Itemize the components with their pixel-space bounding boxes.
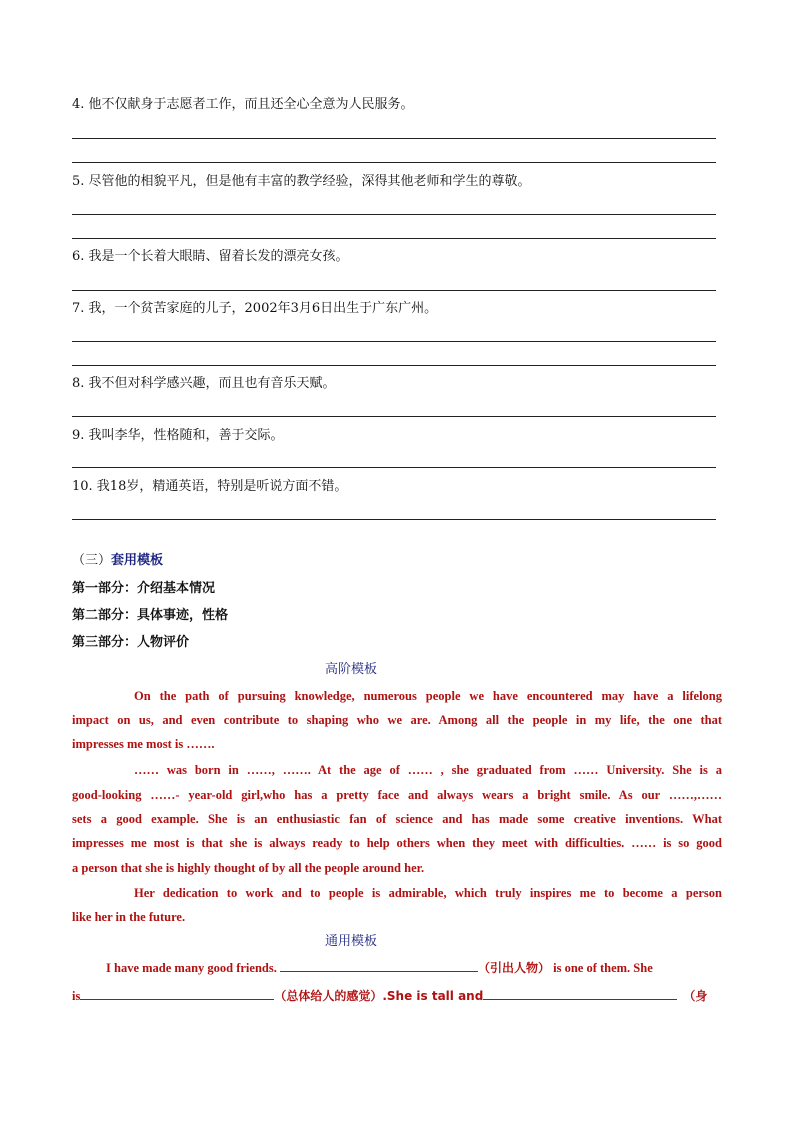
answer-line[interactable]	[72, 519, 716, 520]
general-line-1-start: I have made many good friends.	[106, 961, 277, 975]
advanced-para-2-line-3: sets a good example. She is an enthusiastic fan of science and has made some creative inventions. What	[72, 812, 722, 826]
question-7: 7. 我，一个贫苦家庭的儿子，2002年3月6日出生于广东广州。	[72, 301, 438, 316]
answer-line[interactable]	[72, 138, 716, 139]
section-number: （三）	[72, 553, 112, 568]
advanced-para-2-line-4: impresses me most is that she is always ready to help others when they meet with difficulties. …… is so good	[72, 836, 722, 850]
question-10: 10. 我18岁，精通英语，特别是听说方面不错。	[72, 479, 348, 494]
advanced-para-1-line-1: On the path of pursuing knowledge, numerous people we have encountered may have a lifelong	[134, 689, 722, 703]
blank-appearance[interactable]	[483, 985, 677, 1000]
section-title: 套用模板	[111, 553, 164, 568]
hint-appearance: （身	[683, 989, 708, 1003]
answer-line[interactable]	[72, 162, 716, 163]
advanced-template-title: 高阶模板	[325, 662, 378, 677]
answer-line[interactable]	[72, 290, 716, 291]
answer-line[interactable]	[72, 238, 716, 239]
answer-line[interactable]	[72, 365, 716, 366]
question-8: 8. 我不但对科学感兴趣，而且也有音乐天赋。	[72, 376, 336, 391]
advanced-para-2-line-5: a person that she is highly thought of by all the people around her.	[72, 861, 425, 875]
part-1: 第一部分：介绍基本情况	[72, 581, 216, 596]
part-3: 第三部分：人物评价	[72, 635, 190, 650]
general-line-2-start: is	[72, 989, 81, 1003]
advanced-para-2-line-2: good-looking ……- year-old girl,who has a pretty face and always wears a bright smile. As our ……,……	[72, 788, 722, 802]
question-9: 9. 我叫李华，性格随和，善于交际。	[72, 428, 284, 443]
question-4: 4. 他不仅献身于志愿者工作，而且还全心全意为人民服务。	[72, 97, 414, 112]
answer-line[interactable]	[72, 341, 716, 342]
hint-introduce-person: （引出人物）	[477, 961, 550, 975]
answer-line[interactable]	[72, 214, 716, 215]
question-6: 6. 我是一个长着大眼睛、留着长发的漂亮女孩。	[72, 249, 349, 264]
answer-line[interactable]	[72, 467, 716, 468]
advanced-para-3-line-1: Her dedication to work and to people is admirable, which truly inspires me to become a person	[134, 886, 722, 900]
blank-introduce-person[interactable]	[280, 957, 478, 972]
answer-line[interactable]	[72, 416, 716, 417]
advanced-para-1-line-3: impresses me most is …….	[72, 737, 215, 751]
part-2: 第二部分：具体事迹，性格	[72, 608, 229, 623]
general-template-title: 通用模板	[325, 934, 378, 949]
general-line-1-end: is one of them. She	[553, 961, 653, 975]
question-5: 5. 尽管他的相貌平凡，但是他有丰富的教学经验，深得其他老师和学生的尊敬。	[72, 174, 531, 189]
blank-overall-impression[interactable]	[80, 985, 274, 1000]
advanced-para-3-line-2: like her in the future.	[72, 910, 186, 924]
hint-overall-impression: （总体给人的感觉）.She is tall and	[274, 989, 484, 1003]
general-line-2	[72, 984, 707, 1008]
section-heading	[72, 553, 163, 569]
advanced-para-2-line-1: …… was born in ……, ……. At the age of …… , she graduated from …… University. She is a	[134, 763, 722, 777]
general-line-1	[106, 956, 653, 980]
advanced-para-1-line-2: impact on us, and even contribute to shaping who we are. Among all the people in my life, the one that	[72, 713, 722, 727]
